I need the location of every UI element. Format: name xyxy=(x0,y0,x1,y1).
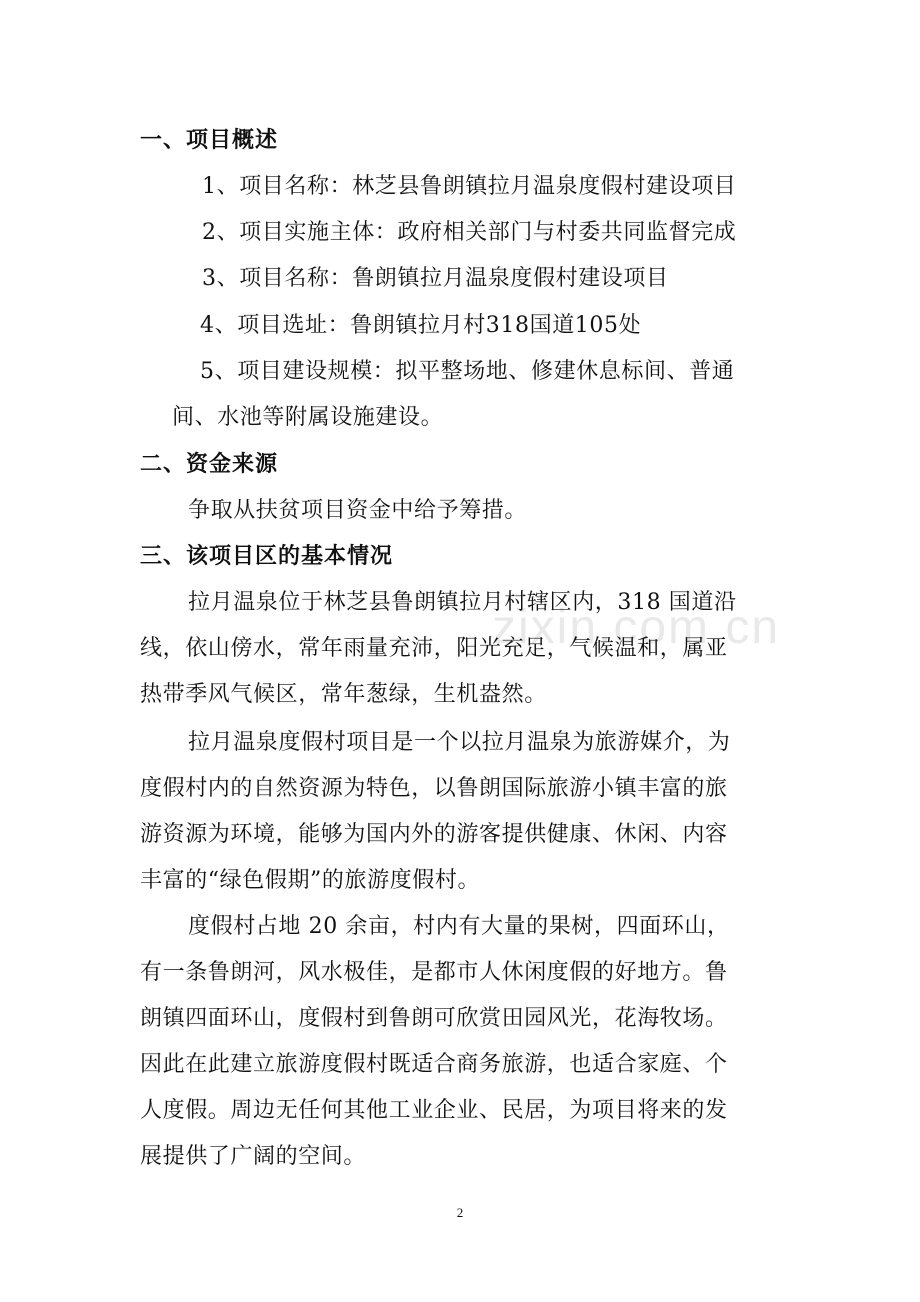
para1-line-3: 热带季风气候区，常年葱绿，生机盎然。 xyxy=(140,682,547,707)
watermark: zixin.com.cn xyxy=(492,601,781,654)
para3-line-5: 人度假。周边无任何其他工业企业、民居，为项目将来的发 xyxy=(140,1098,728,1123)
overview-item-4: 4、项目选址：鲁朗镇拉月村318国道105处 xyxy=(200,313,642,338)
section-heading-basic-info: 三、该项目区的基本情况 xyxy=(140,544,394,569)
overview-item-3: 3、项目名称：鲁朗镇拉月温泉度假村建设项目 xyxy=(202,266,669,291)
overview-item-1: 1、项目名称：林芝县鲁朗镇拉月温泉度假村建设项目 xyxy=(202,174,737,199)
para2-line-3: 游资源为环境，能够为国内外的游客提供健康、休闲、内容 xyxy=(140,822,728,847)
funding-body: 争取从扶贫项目资金中给予筹措。 xyxy=(188,498,528,523)
page-number: 2 xyxy=(456,1205,464,1220)
section-heading-funding: 二、资金来源 xyxy=(140,452,279,477)
para2-line-2: 度假村内的自然资源为特色，以鲁朗国际旅游小镇丰富的旅 xyxy=(140,776,728,801)
para1-line-2: 线，依山傍水，常年雨量充沛，阳光充足，气候温和，属亚 xyxy=(140,636,728,661)
para3-line-3: 朗镇四面环山，度假村到鲁朗可欣赏田园风光，花海牧场。 xyxy=(140,1006,728,1031)
para2-line-1: 拉月温泉度假村项目是一个以拉月温泉为旅游媒介，为 xyxy=(188,730,731,755)
para3-line-2: 有一条鲁朗河，风水极佳，是都市人休闲度假的好地方。鲁 xyxy=(140,960,728,985)
section-heading-overview: 一、项目概述 xyxy=(140,128,279,153)
overview-item-5-cont: 间、水池等附属设施建设。 xyxy=(172,405,444,430)
para2-line-4: 丰富的“绿色假期”的旅游度假村。 xyxy=(140,868,481,893)
overview-item-2: 2、项目实施主体：政府相关部门与村委共同监督完成 xyxy=(202,220,737,245)
para1-line-1: 拉月温泉位于林芝县鲁朗镇拉月村辖区内，318 国道沿 xyxy=(188,590,737,615)
para3-line-6: 展提供了广阔的空间。 xyxy=(140,1144,367,1169)
para3-line-4: 因此在此建立旅游度假村既适合商务旅游，也适合家庭、个 xyxy=(140,1052,728,1077)
overview-item-5: 5、项目建设规模：拟平整场地、修建休息标间、普通 xyxy=(200,359,735,384)
para3-line-1: 度假村占地 20 余亩，村内有大量的果树，四面环山， xyxy=(188,914,730,939)
